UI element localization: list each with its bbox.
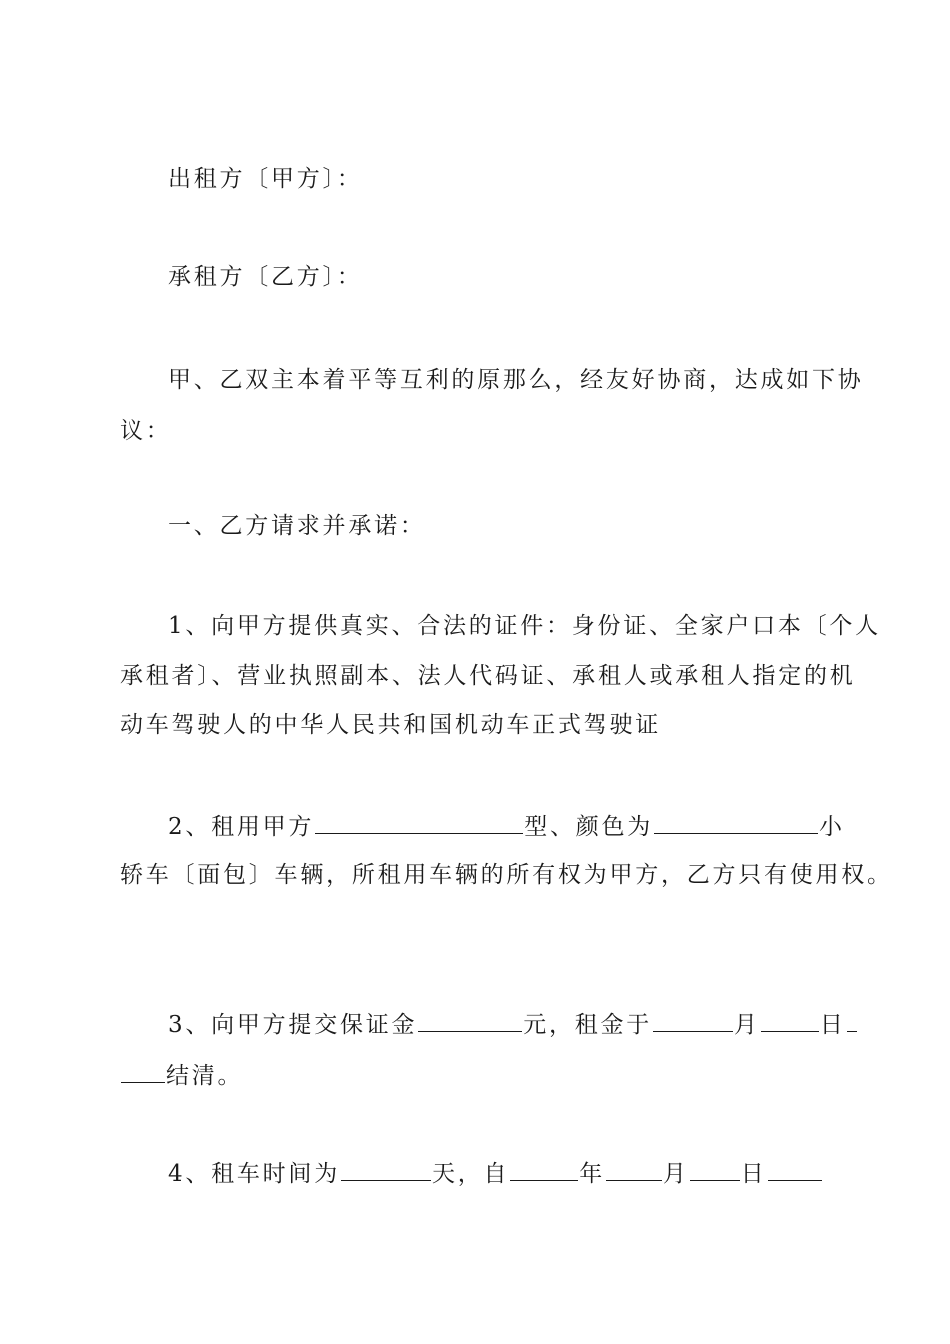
clause-2-line-1 [168, 813, 845, 840]
clause-4-mid-2: 年 [579, 1161, 606, 1187]
rental-days-blank [341, 1160, 431, 1181]
intro-line-2: 议： [120, 418, 172, 444]
clause-3-settle: 结清。 [166, 1063, 244, 1089]
clause-2-line-2: 轿车〔面包〕车辆，所租用车辆的所有权为甲方，乙方只有使用权。 [120, 862, 893, 888]
clause-4-prefix: 4、租车时间为 [168, 1161, 340, 1187]
vehicle-model-blank [315, 813, 523, 834]
start-day-blank [690, 1160, 740, 1181]
clause-4-mid-1: 天，自 [431, 1161, 510, 1187]
clause-3-mid-2: 月 [734, 1012, 760, 1038]
start-trailing-blank [768, 1160, 822, 1181]
clause-3-prefix: 3、向甲方提交保证金 [168, 1012, 418, 1038]
clause-2-mid: 型、颜色为 [524, 814, 654, 840]
clause-3-line-1 [168, 1011, 858, 1038]
clause-3-mid-3: 日 [819, 1012, 846, 1038]
rent-day-blank [761, 1011, 819, 1032]
vehicle-color-blank [654, 813, 818, 834]
clause-3-line-2 [120, 1062, 243, 1089]
lessor-line: 出租方〔甲方〕： [168, 166, 363, 192]
clause-3-mid-1: 元，租金于 [523, 1012, 653, 1038]
clause-1-line-1: 1、向甲方提供真实、合法的证件：身份证、全家户口本〔个人 [168, 613, 881, 639]
rent-month-blank [653, 1011, 733, 1032]
clause-4-mid-3: 月 [663, 1161, 689, 1187]
rent-trailing-blank [847, 1011, 857, 1032]
clause-4-line-1 [168, 1160, 823, 1187]
clause-4-mid-4: 日 [740, 1161, 767, 1187]
section-1-heading: 一、乙方请求并承诺： [168, 513, 426, 539]
start-month-blank [606, 1160, 662, 1181]
start-year-blank [510, 1160, 578, 1181]
clause-2-suffix: 小 [819, 814, 845, 840]
deposit-amount-blank [418, 1011, 522, 1032]
rent-settle-blank [121, 1062, 165, 1083]
clause-1-line-3: 动车驾驶人的中华人民共和国机动车正式驾驶证 [120, 712, 661, 738]
intro-line-1: 甲、乙双主本着平等互利的原那么，经友好协商，达成如下协 [168, 367, 864, 393]
clause-1-line-2: 承租者〕、营业执照副本、法人代码证、承租人或承租人指定的机 [120, 663, 856, 689]
lessee-line: 承租方〔乙方〕： [168, 264, 363, 290]
clause-2-prefix: 2、租用甲方 [168, 814, 315, 840]
